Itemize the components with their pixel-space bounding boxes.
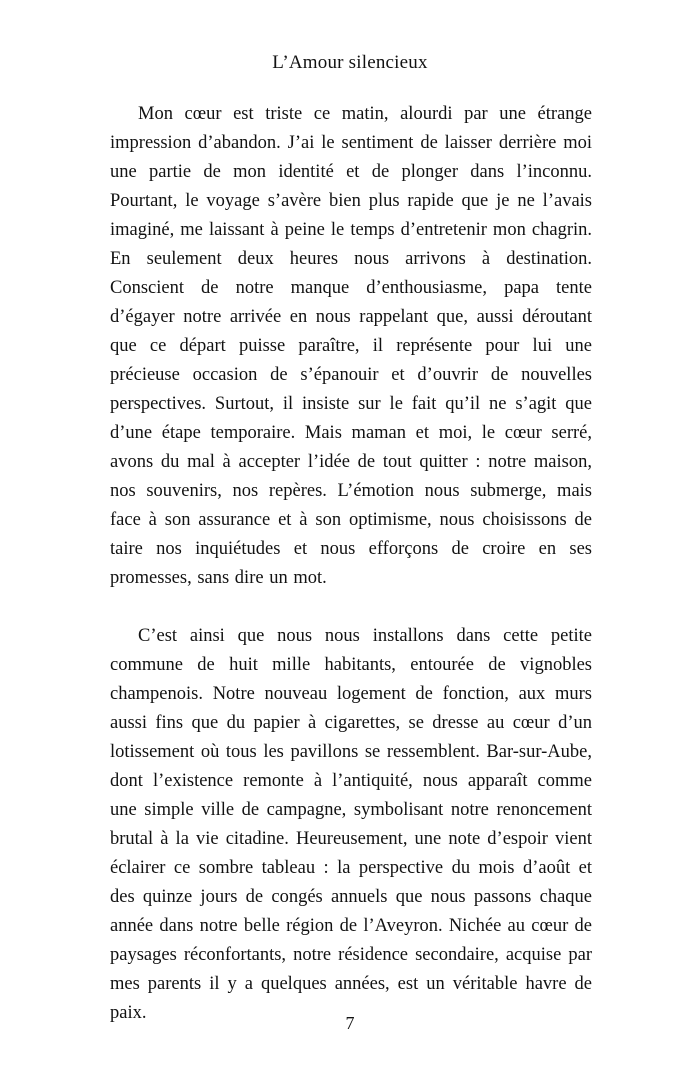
page-body [110,100,592,1028]
paragraph-1: Mon cœur est triste ce matin, alourdi par une étrange impression d’abandon. J’ai le sentiment de laisser derrière moi une partie de mon identité et de plonger dans l’inconnu. Pourtant, le voyage s’avère bien plus rapide que je ne l’avais imaginé, me laissant à peine le temps d’entretenir mon chagrin. En seulement deux heures nous arrivons à destination. Conscient de notre manque d’enthousiasme, papa tente d’égayer notre arrivée en nous rappelant que, aussi déroutant que ce départ puisse paraître, il représente pour lui une précieuse occasion de s’épanouir et d’ouvrir de nouvelles perspectives. Surtout, il insiste sur le fait qu’il ne s’agit que d’une étape temporaire. Mais maman et moi, le cœur serré, avons du mal à accepter l’idée de tout quitter : notre maison, nos souvenirs, nos repères. L’émotion nous submerge, mais face à son assurance et à son optimisme, nous choisissons de taire nos inquiétudes et nous efforçons de croire en ses promesses, sans dire un mot. [110,104,592,588]
paragraph-2: C’est ainsi que nous nous installons dans cette petite commune de huit mille habitants, entourée de vignobles champenois. Notre nouveau logement de fonction, aux murs aussi fins que du papier à cigarettes, se dresse au cœur d’un lotissement où tous les pavillons se ressemblent. Bar-sur-Aube, dont l’existence remonte à l’antiquité, nous apparaît comme une simple ville de campagne, symbolisant notre renoncement brutal à la vie citadine. Heureusement, une note d’espoir vient éclairer ce sombre tableau : la perspective du mois d’août et des quinze jours de congés annuels que nous passons chaque année dans notre belle région de l’Aveyron. Nichée au cœur de paysages réconfortants, notre résidence secondaire, acquise par mes parents il y a quelques années, est un véritable havre de paix. [110,626,592,1023]
running-head-title: L’Amour silencieux [272,52,428,73]
page-number: 7 [345,1013,355,1033]
